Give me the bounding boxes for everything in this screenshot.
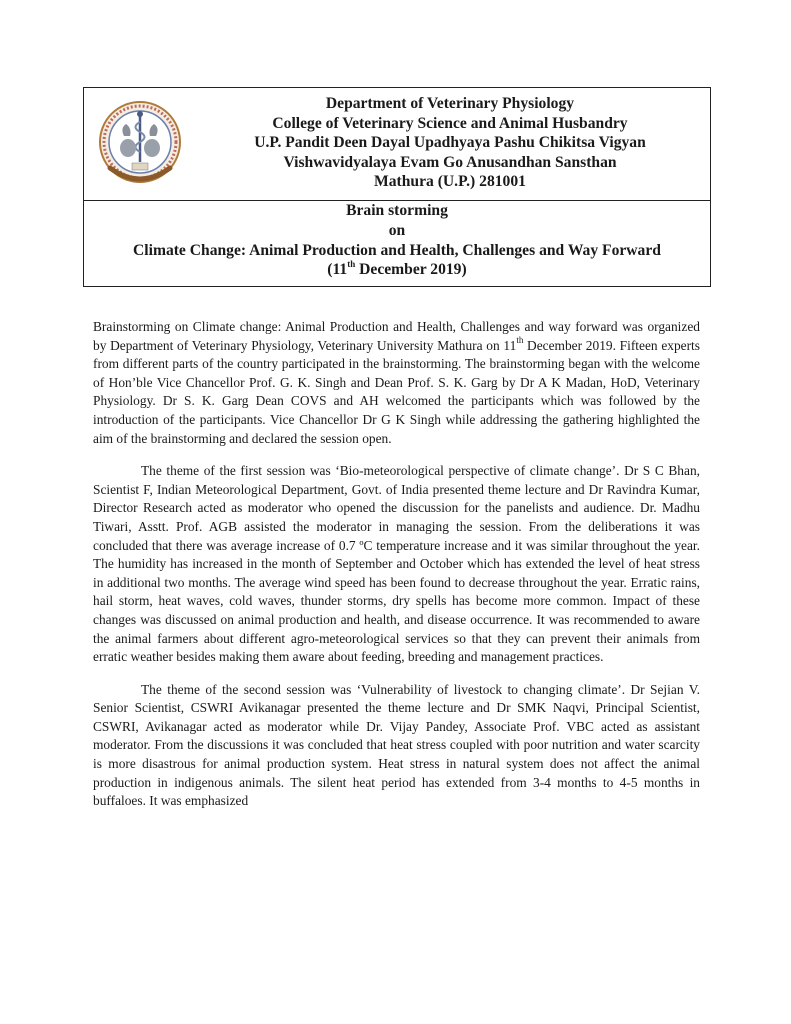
address: Mathura (U.P.) 281001 (374, 173, 526, 191)
paragraph-intro: Brainstorming on Climate change: Animal Production and Health, Challenges and way forward was organized by Department of Veterinary Physiology, Veterinary University Mathura on 11th December 2019. Fifteen experts from different parts of the country participated in the brainstorming. The brainstorming began with the welcome of Hon’ble Vice Chancellor Prof. G. K. Singh and Dean Prof. S. K. Garg by Dr A K Madan, HoD, Veterinary Physiology. Dr S. K. Garg Dean COVS and AH welcomed the participants which was followed by the introduction of the participants. Vice Chancellor Dr G K Singh while addressing the gathering highlighted the aim of the brainstorming and declared the session open. (93, 319, 700, 446)
paragraph-session-2: The theme of the second session was ‘Vulnerability of livestock to changing climate’. Dr Sejian V. Senior Scientist, CSWRI Avikanagar presented the theme lecture and Dr SMK Naqvi, Principal Scientist, CSWRI, Avikanagar acted as moderator while Dr. Vijay Pandey, Associate Prof. VBC acted as assistant moderator. From the discussions it was concluded that heat stress coupled with poor nutrition and water scarcity is more disastrous for animal production system. Heat stress in natural system does not affect the animal production in indigenous animals. The silent heat period has extended from 3-4 months to 4-5 months in buffaloes. It was emphasized (93, 681, 700, 809)
university-emblem-icon (88, 92, 192, 196)
university-name-line2: Vishwavidyalaya Evam Go Anusandhan Sansthan (283, 153, 617, 171)
event-title: Climate Change: Animal Production and Health, Challenges and Way Forward (133, 241, 661, 259)
department-name: Department of Veterinary Physiology (325, 95, 575, 112)
college-name: College of Veterinary Science and Animal Husbandry (272, 114, 628, 132)
event-date: (11th December 2019) (327, 259, 467, 279)
event-type: Brain storming (346, 202, 448, 219)
university-name-line1: U.P. Pandit Deen Dayal Upadhyaya Pashu Chikitsa Vigyan (254, 134, 646, 152)
institution-name-block (194, 94, 706, 192)
event-connector: on (388, 221, 406, 239)
letterhead-top (84, 88, 710, 201)
paragraph-session-1: The theme of the first session was ‘Bio-meteorological perspective of climate change’. Dr S C Bhan, Scientist F, Indian Meteorological Department, Govt. of India presented theme lecture and Dr Ravindra Kumar, Director Research acted as moderator who opened the discussion for the panelists and audience. Dr. Madhu Tiwari, Asstt. Prof. AGB assisted the moderator in managing the session. From the deliberations it was concluded that there was average increase of 0.7 ºC temperature increase and it was similar throughout the year. The humidity has increased in the month of September and October which has extended the level of heat stress in additional two months. The average wind speed has been found to decrease throughout the year. Erratic rains, hail storm, heat waves, cold waves, thunder storms, dry spells has become more common. Impact of these changes was discussed on animal production and health, and disease occurrence. It was recommended to aware the animal farmers about different agro-meteorological services so that they can prevent their animals from erratic weather besides making them aware about feeding, breeding and management practices. (93, 463, 700, 665)
report-body (93, 318, 700, 825)
letterhead-box (83, 87, 711, 287)
event-heading (84, 201, 710, 280)
